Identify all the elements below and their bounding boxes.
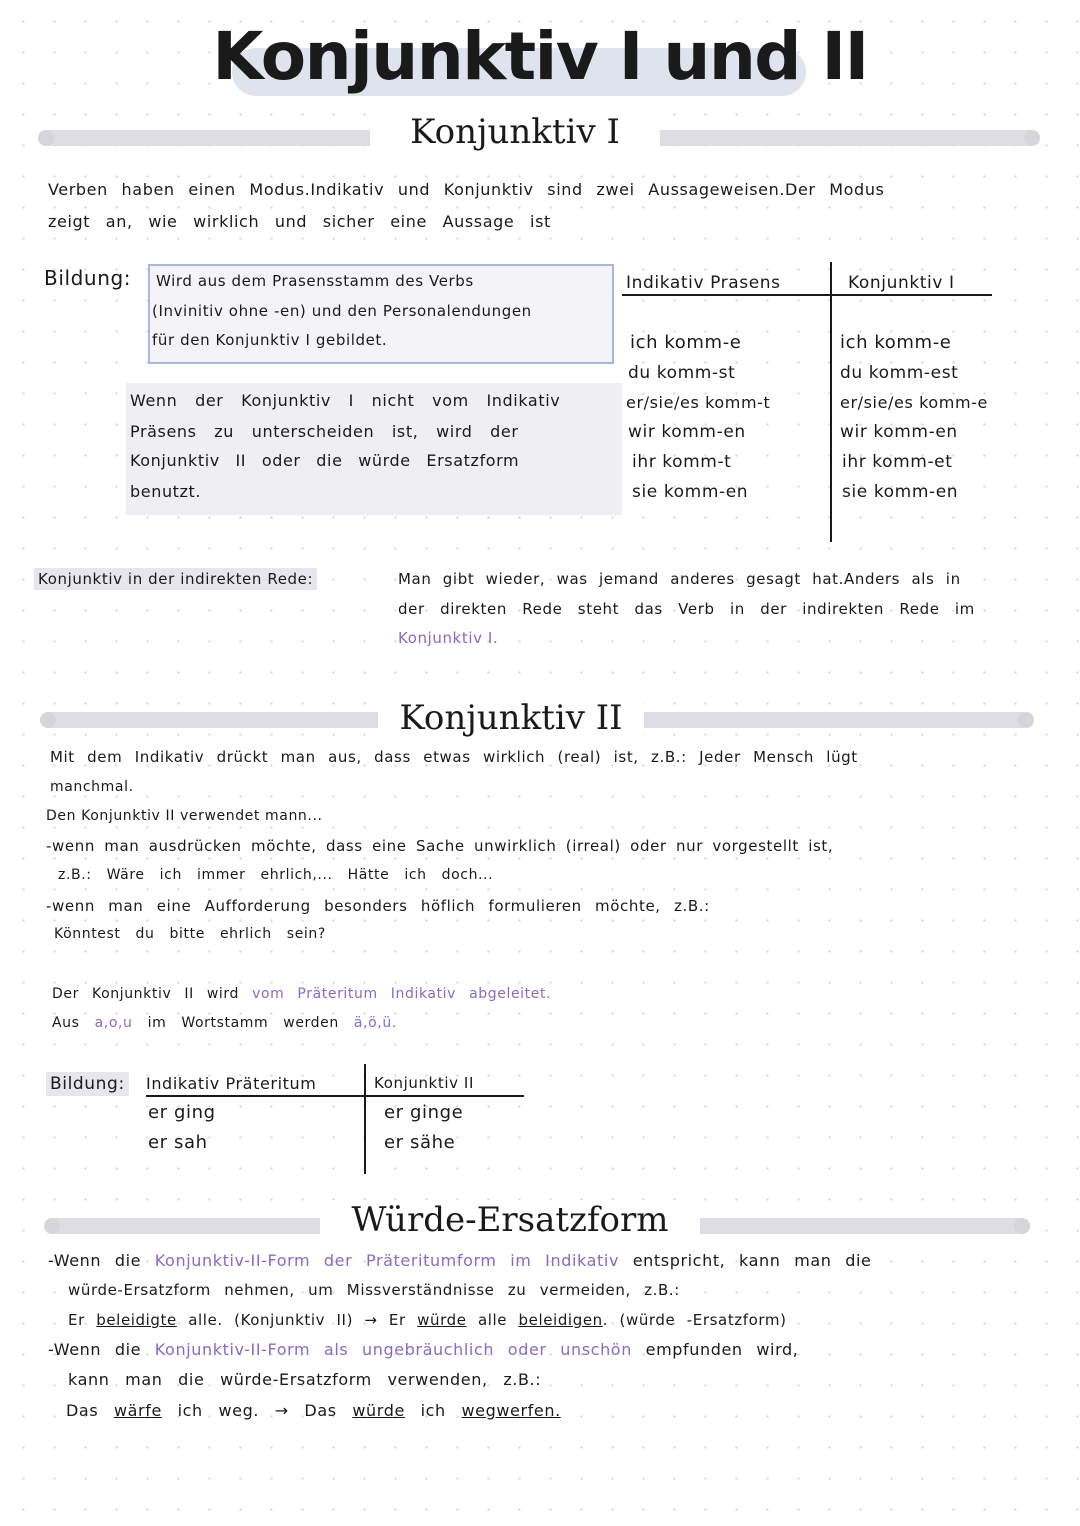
- k1-bildung-line-2: (Invinitiv ohne -en) und den Personalendungen: [152, 302, 532, 320]
- wuerde-p2-purple: Konjunktiv-II-Form als ungebräuchlich oder unschön: [154, 1340, 632, 1359]
- wuerde-ex2-u1: wärfe: [113, 1401, 162, 1420]
- k2-vowels-pre: Aus: [52, 1015, 80, 1031]
- k1-bildung-line-3: für den Konjunktiv I gebildet.: [152, 331, 388, 349]
- k2-abgeleitet: [52, 986, 551, 1002]
- wuerde-ex1-u1: beleidigte: [96, 1311, 177, 1329]
- k1-table-header-konjunktiv: Konjunktiv I: [848, 273, 955, 293]
- k1-bildung-label: Bildung:: [44, 266, 132, 290]
- wuerde-p1-b: entspricht, kann man die: [632, 1251, 872, 1270]
- k2-konj-row: er ginge: [384, 1102, 464, 1123]
- wuerde-example-2: [66, 1401, 561, 1420]
- k1-note-line-3: Konjunktiv II oder die würde Ersatzform: [130, 451, 520, 470]
- k2-vowels-a: a,o,u: [94, 1015, 133, 1031]
- k2-line-7: Könntest du bitte ehrlich sein?: [54, 926, 326, 942]
- k2-ind-row: er sah: [148, 1132, 208, 1153]
- wuerde-ex2-c: ich: [420, 1401, 446, 1420]
- wuerde-p1-line-2: würde-Ersatzform nehmen, um Missverständnisse zu vermeiden, z.B.:: [68, 1281, 680, 1299]
- wuerde-example-1: [68, 1311, 787, 1329]
- k1-table-hline: [622, 294, 992, 296]
- k2-abgeleitet-pre: Der Konjunktiv II wird: [52, 986, 240, 1002]
- wuerde-ex2-a: Das: [66, 1401, 99, 1420]
- k1-ind-row: ihr komm-t: [632, 452, 732, 472]
- k1-note-line-4: benutzt.: [130, 482, 202, 501]
- wuerde-p2-a: -Wenn die: [48, 1340, 142, 1359]
- k2-abgeleitet-purple: vom Präteritum Indikativ abgeleitet.: [252, 986, 552, 1002]
- k2-bildung-label: Bildung:: [46, 1072, 129, 1096]
- k2-table-hline: [146, 1095, 524, 1097]
- k2-line-2: manchmal.: [50, 779, 134, 795]
- k1-ind-row: er/sie/es komm-t: [626, 393, 771, 412]
- k1-konj-row: er/sie/es komm-e: [840, 393, 988, 412]
- k1-note-line-2: Präsens zu unterscheiden ist, wird der: [130, 422, 519, 441]
- k2-konj-row: er sähe: [384, 1132, 456, 1153]
- k2-line-4: -wenn man ausdrücken möchte, dass eine Sache unwirklich (irreal) oder nur vorgestellt ist,: [46, 837, 834, 855]
- k1-konj-row: ich komm-e: [840, 332, 952, 353]
- k1-table-header-indikativ: Indikativ Prasens: [626, 273, 781, 293]
- wuerde-p1-a: -Wenn die: [48, 1251, 142, 1270]
- k2-vowels-mid: im Wortstamm werden: [147, 1015, 339, 1031]
- k1-konj-row: du komm-est: [840, 363, 959, 383]
- k2-heading: Konjunktiv II: [378, 698, 644, 738]
- k1-ind-row: sie komm-en: [632, 482, 749, 502]
- k2-vowels-b: ä,ö,ü.: [353, 1015, 397, 1031]
- k1-bildung-line-1: Wird aus dem Prasensstamm des Verbs: [156, 272, 474, 290]
- k2-line-3: Den Konjunktiv II verwendet mann...: [46, 808, 323, 824]
- k1-heading: Konjunktiv I: [370, 112, 660, 152]
- wuerde-p1-line-1: [48, 1251, 871, 1270]
- wuerde-p2-line-1: [48, 1340, 798, 1359]
- k2-vowels: [52, 1015, 397, 1031]
- k2-line-5: z.B.: Wäre ich immer ehrlich,... Hätte ich doch...: [58, 867, 494, 883]
- page-title: Konjunktiv I und II: [212, 18, 868, 95]
- wuerde-ex1-b: alle. (Konjunktiv II) → Er: [188, 1311, 406, 1329]
- indirekte-rede-line-3: Konjunktiv I.: [398, 629, 499, 647]
- wuerde-p1-purple: Konjunktiv-II-Form der Präteritumform im Indikativ: [154, 1251, 620, 1270]
- k1-intro-line-2: zeigt an, wie wirklich und sicher eine Aussage ist: [48, 212, 551, 231]
- k2-ind-row: er ging: [148, 1102, 216, 1123]
- k1-konj-row: wir komm-en: [840, 422, 958, 442]
- wuerde-ex1-d: . (würde -Ersatzform): [602, 1311, 787, 1329]
- k2-line-6: -wenn man eine Aufforderung besonders höflich formulieren möchte, z.B.:: [46, 897, 710, 915]
- k1-konj-row: ihr komm-et: [842, 452, 953, 472]
- wuerde-ex2-u3: wegwerfen.: [461, 1401, 561, 1420]
- indirekte-rede-label: Konjunktiv in der indirekten Rede:: [34, 568, 317, 590]
- wuerde-ex1-u3: beleidigen: [518, 1311, 603, 1329]
- k1-intro-line-1: Verben haben einen Modus.Indikativ und Konjunktiv sind zwei Aussageweisen.Der Modus: [48, 180, 885, 199]
- wuerde-ex1-u2: würde: [417, 1311, 467, 1329]
- wuerde-ex1-c: alle: [477, 1311, 508, 1329]
- wuerde-ex1-a: Er: [68, 1311, 85, 1329]
- indirekte-rede-line-2: der direkten Rede steht das Verb in der indirekten Rede im: [398, 600, 975, 618]
- k1-ind-row: wir komm-en: [628, 422, 746, 442]
- k1-ind-row: du komm-st: [628, 363, 736, 383]
- wuerde-ex2-b: ich weg. → Das: [177, 1401, 337, 1420]
- k1-ind-row: ich komm-e: [630, 332, 742, 353]
- wuerde-ex2-u2: würde: [352, 1401, 405, 1420]
- wuerde-p2-b: empfunden wird,: [645, 1340, 799, 1359]
- wuerde-heading: Würde-Ersatzform: [320, 1200, 700, 1240]
- k2-table-header-konjunktiv: Konjunktiv II: [374, 1074, 474, 1092]
- k1-note-line-1: Wenn der Konjunktiv I nicht vom Indikativ: [130, 391, 561, 410]
- k2-table-vline: [364, 1064, 366, 1174]
- k1-konj-row: sie komm-en: [842, 482, 959, 502]
- k1-table-vline: [830, 262, 832, 542]
- indirekte-rede-line-1: Man gibt wieder, was jemand anderes gesagt hat.Anders als in: [398, 570, 961, 588]
- k2-table-header-indikativ: Indikativ Präteritum: [146, 1074, 317, 1093]
- wuerde-p2-line-2: kann man die würde-Ersatzform verwenden, z.B.:: [68, 1370, 542, 1389]
- k2-line-1: Mit dem Indikativ drückt man aus, dass etwas wirklich (real) ist, z.B.: Jeder Mensch lügt: [50, 748, 858, 766]
